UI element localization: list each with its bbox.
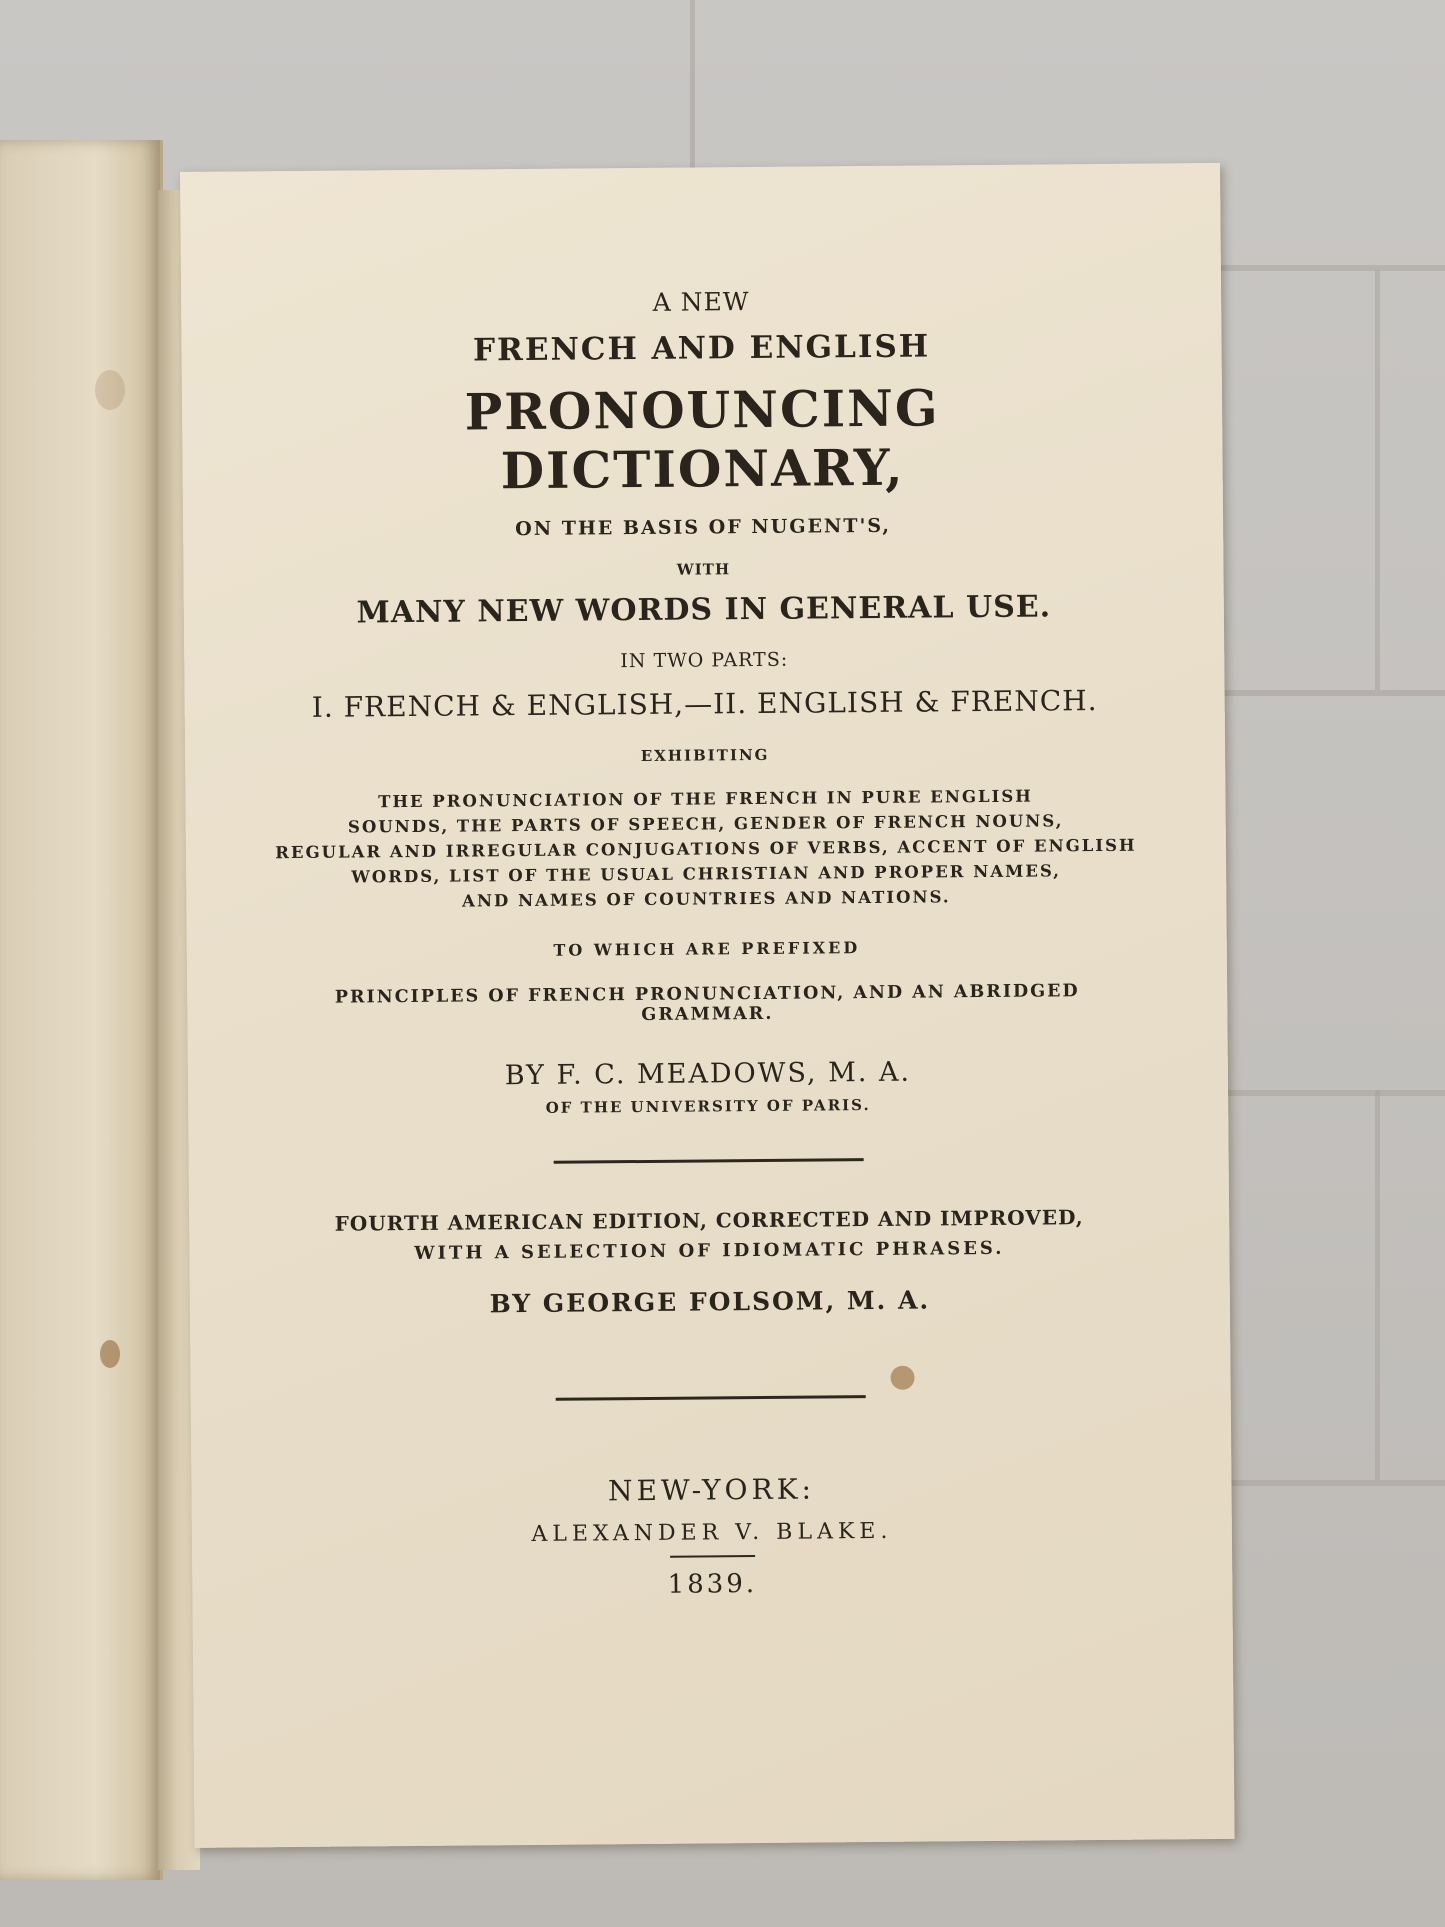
in-two-parts-text: IN TWO PARTS:	[620, 648, 789, 673]
a-new-text: A NEW	[652, 287, 750, 317]
description-line: THE PRONUNCIATION OF THE FRENCH IN PURE ENGLISH	[378, 786, 1033, 812]
short-rule	[670, 1555, 755, 1558]
divider-rule	[556, 1395, 866, 1401]
publisher-text: ALEXANDER V. BLAKE.	[531, 1518, 893, 1547]
wall-mortar-line	[1375, 270, 1380, 690]
wall-mortar-line	[1190, 1090, 1445, 1096]
with-text: WITH	[676, 560, 731, 579]
edition-line-2: WITH A SELECTION OF IDIOMATIC PHRASES.	[414, 1237, 1005, 1264]
description-line: AND NAMES OF COUNTRIES AND NATIONS.	[462, 887, 951, 911]
basis-text: ON THE BASIS OF NUGENT'S,	[515, 514, 892, 541]
title-line-2: PRONOUNCING DICTIONARY,	[464, 378, 940, 501]
description-line: WORDS, LIST OF THE USUAL CHRISTIAN AND PROPER NAMES,	[351, 861, 1062, 887]
author-affiliation: OF THE UNIVERSITY OF PARIS.	[545, 1096, 871, 1117]
title-page	[180, 163, 1235, 1848]
description-block	[265, 783, 1146, 916]
prefixed-text: TO WHICH ARE PREFIXED	[553, 938, 861, 960]
description-line: SOUNDS, THE PARTS OF SPEECH, GENDER OF FRENCH NOUNS,	[347, 811, 1064, 837]
edition-line-1: FOURTH AMERICAN EDITION, CORRECTED AND IMPROVED,	[334, 1205, 1084, 1236]
foxing-spot	[95, 370, 125, 410]
author-line: BY F. C. MEADOWS, M. A.	[504, 1056, 912, 1092]
wall-mortar-line	[1375, 1090, 1380, 1480]
divider-rule	[554, 1158, 864, 1164]
city-text: NEW-YORK:	[607, 1472, 816, 1508]
wall-mortar-line	[690, 0, 695, 170]
wall-mortar-line	[1190, 265, 1445, 271]
title-line-1: FRENCH AND ENGLISH	[472, 328, 931, 369]
many-new-words-text: MANY NEW WORDS IN GENERAL USE.	[356, 589, 1052, 631]
description-line: REGULAR AND IRREGULAR CONJUGATIONS OF VERBS, ACCENT OF ENGLISH	[275, 835, 1137, 863]
foxing-spot	[100, 1340, 120, 1368]
principles-text: PRINCIPLES OF FRENCH PRONUNCIATION, AND AN ABRIDGED GRAMMAR.	[334, 981, 1080, 1026]
left-page	[0, 140, 163, 1880]
wall-mortar-line	[1190, 690, 1445, 696]
title-page-text	[261, 284, 1152, 1604]
year-text: 1839.	[667, 1569, 758, 1600]
parts-text: I. FRENCH & ENGLISH,—II. ENGLISH & FRENCH.	[311, 684, 1098, 724]
editor-line: BY GEORGE FOLSOM, M. A.	[489, 1285, 931, 1319]
exhibiting-text: EXHIBITING	[640, 745, 770, 766]
